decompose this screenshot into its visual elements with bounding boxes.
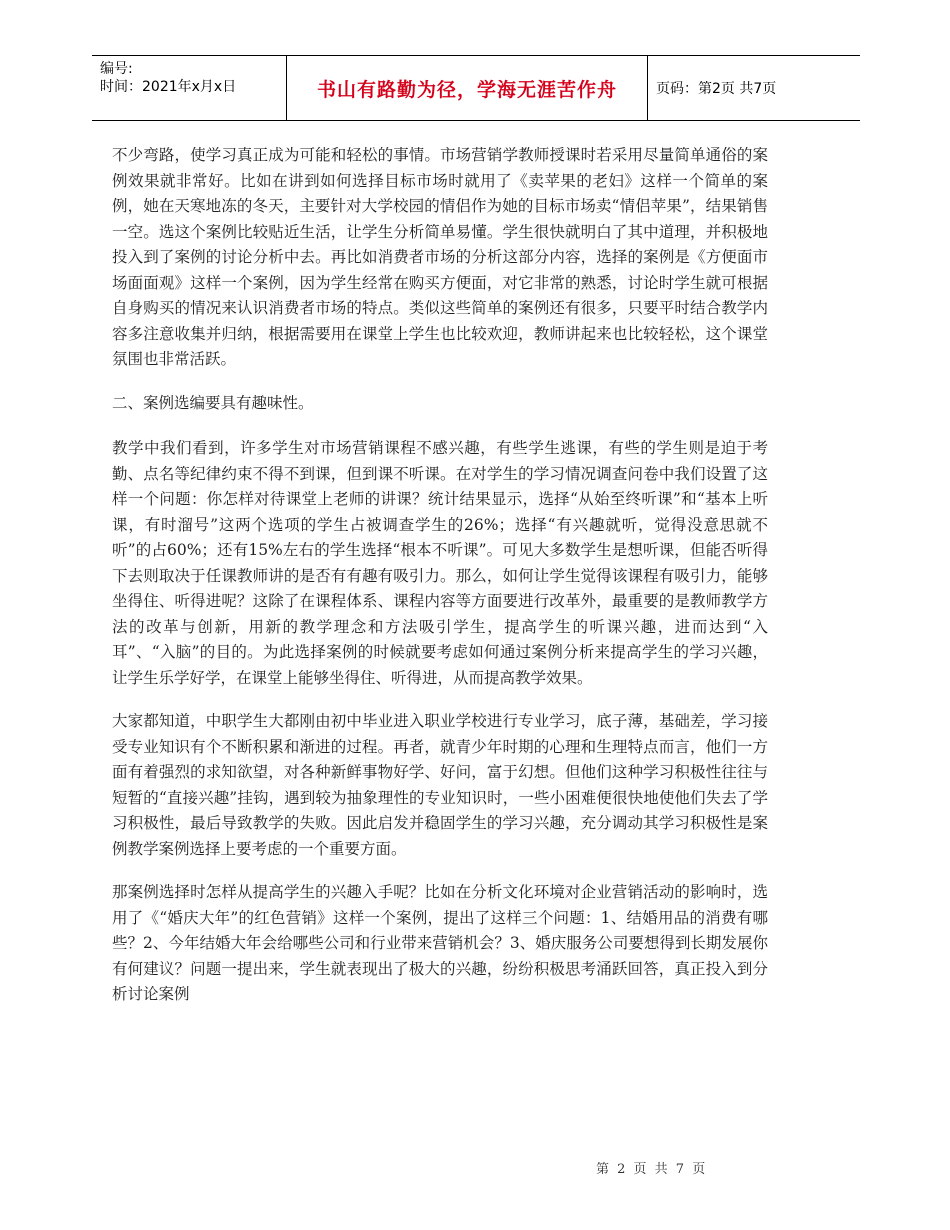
page-info-text: 页码：第2页 共7页: [656, 81, 777, 97]
paragraph-4: 那案例选择时怎样从提高学生的兴趣入手呢？比如在分析文化环境对企业营销活动的影响时，选用了《“婚庆大年”的红色营销》这样一个案例，提出了这样三个问题：1、结婚用品的消费有哪些？2、今年结婚大年会给哪些公司和行业带来营销机会？3、婚庆服务公司要想得到长期发展你有何建议？问题一提出来，学生就表现出了极大的兴趣，纷纷积极思考涌跃回答，真正投入到分析讨论案例: [112, 883, 768, 1003]
header-motto-cell: [286, 56, 648, 120]
paragraph-1: 不少弯路，使学习真正成为可能和轻松的事情。市场营销学教师授课时若采用尽量简单通俗的案例效果就非常好。比如在讲到如何选择目标市场时就用了《卖苹果的老妇》这样一个简单的案例，她在天寒地冻的冬天，主要针对大学校园的情侣作为她的目标市场卖“情侣苹果”，结果销售一空。选这个案例比较贴近生活，让学生分析简单易懂。学生很快就明白了其中道理，并积极地投入到了案例的讨论分析中去。再比如消费者市场的分析这部分内容，选择的案例是《方便面市场面面观》这样一个案例，因为学生经常在购买方便面，对它非常的熟悉，讨论时学生就可根据自身购买的情况来认识消费者市场的特点。类似这些简单的案例还有很多，只要平时结合教学内容多注意收集并归纳，根据需要用在课堂上学生也比较欢迎，教师讲起来也比较轻松，这个课堂氛围也非常活跃。: [112, 146, 768, 368]
paragraph-2: 教学中我们看到，许多学生对市场营销课程不感兴趣，有些学生逃课，有些的学生则是迫于考勤、点名等纪律约束不得不到课，但到课不听课。在对学生的学习情况调查问卷中我们设置了这样一个问题：你怎样对待课堂上老师的讲课？统计结果显示，选择“从始至终听课”和“基本上听课，有时溜号”这两个选项的学生占被调查学生的26%；选择“有兴趣就听，觉得没意思就不听”的占60%；还有15%左右的学生选择“根本不听课”。可见大多数学生是想听课，但能否听得下去则取决于任课教师讲的是否有有趣有吸引力。那么，如何让学生觉得该课程有吸引力，能够坐得住、听得进呢？这除了在课程体系、课程内容等方面要进行改革外，最重要的是教师教学方法的改革与创新，用新的教学理念和方法吸引学生，提高学生的听课兴趣，进而达到“入耳”、“入脑”的目的。为此选择案例的时候就要考虑如何通过案例分析来提高学生的学习兴趣，让学生乐学好学，在课堂上能够坐得住、听得进，从而提高教学效果。: [112, 439, 768, 687]
time-label: 时间：2021年x月x日: [100, 79, 237, 95]
motto-text: 书山有路勤为径，学海无涯苦作舟: [316, 78, 617, 101]
document-body: [112, 143, 768, 1026]
page-footer: 第 2 页 共 7 页: [596, 1162, 708, 1177]
section-heading: 二、案例选编要具有趣味性。: [112, 393, 314, 412]
paragraph-3: 大家都知道，中职学生大都刚由初中毕业进入职业学校进行专业学习，底子薄，基础差，学习接受专业知识有个不断积累和渐进的过程。再者，就青少年时期的心理和生理特点而言，他们一方面有着强烈的求知欲望，对各种新鲜事物好学、好问，富于幻想。但他们这种学习积极性往往与短暂的“直接兴趣”挂钩，遇到较为抽象理性的专业知识时，一些小困难便很快地使他们失去了学习积极性，最后导致教学的失败。因此启发并稳固学生的学习兴趣，充分调动其学习积极性是案例教学案例选择上要考虑的一个重要方面。: [112, 712, 768, 858]
page-header: [92, 55, 860, 121]
header-meta: [92, 56, 286, 120]
header-page-info: [648, 56, 860, 120]
number-label: 编号:: [100, 61, 133, 77]
